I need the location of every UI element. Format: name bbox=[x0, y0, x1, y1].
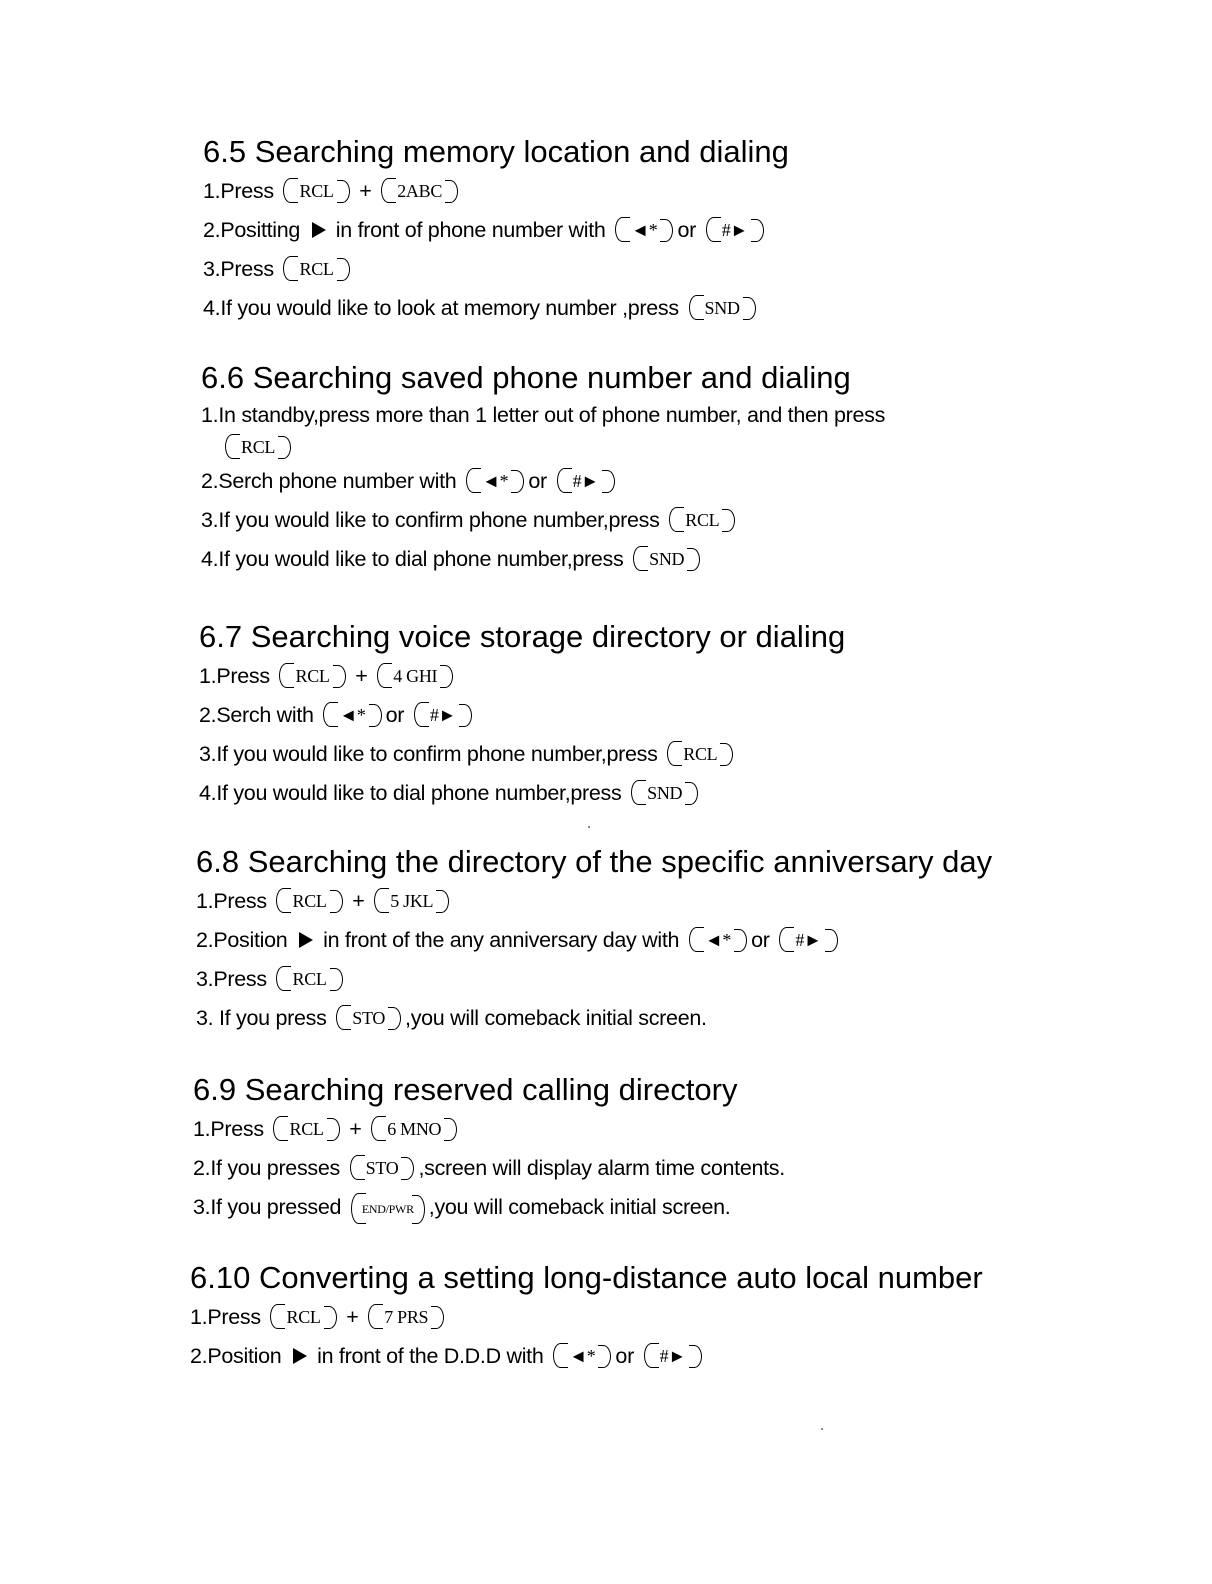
hash-right-key: #► bbox=[706, 217, 764, 242]
section-6-6 bbox=[201, 360, 885, 579]
step-4: 4.If you would like to dial phone number,press SND bbox=[199, 774, 845, 813]
step-2: 2.Serch with ◄* or #► bbox=[199, 696, 845, 735]
4ghi-key: 4 GHI bbox=[377, 663, 453, 688]
sto-key: STO bbox=[350, 1155, 415, 1180]
step-3: 3.If you pressed END/PWR ,you will comeback initial screen. bbox=[193, 1188, 785, 1227]
2abc-key: 2ABC bbox=[381, 178, 458, 203]
snd-key: SND bbox=[689, 295, 756, 320]
snd-key: SND bbox=[631, 780, 698, 805]
rcl-key: RCL bbox=[279, 663, 345, 688]
play-arrow-icon bbox=[299, 932, 313, 948]
step-1: 1.Press RCL + 4 GHI bbox=[199, 657, 845, 696]
section-heading: 6.8 Searching the directory of the specific anniversary day bbox=[196, 844, 993, 879]
step-2: 2.Serch phone number with ◄* or #► bbox=[201, 462, 885, 501]
left-star-key: ◄* bbox=[553, 1343, 611, 1368]
7prs-key: 7 PRS bbox=[368, 1304, 444, 1329]
scan-speck bbox=[821, 1428, 823, 1430]
rcl-key: RCL bbox=[669, 507, 735, 532]
step-1: 1.Press RCL + 5 JKL bbox=[196, 882, 992, 921]
step-4: 3. If you press STO ,you will comeback initial screen. bbox=[196, 1006, 707, 1030]
section-6-8 bbox=[196, 844, 992, 1038]
rcl-key: RCL bbox=[276, 966, 342, 991]
section-6-7 bbox=[199, 619, 845, 813]
step-3: 3.Press RCL bbox=[203, 250, 789, 289]
rcl-key: RCL bbox=[270, 1304, 336, 1329]
step-3: 3.Press RCL bbox=[196, 960, 992, 999]
rcl-key: RCL bbox=[276, 888, 342, 913]
step-3: 3.If you would like to confirm phone number,press RCL bbox=[199, 735, 845, 774]
step-2: 2.If you presses STO ,screen will display alarm time contents. bbox=[193, 1156, 785, 1180]
step-2: 2.Positting in front of phone number with ◄* or #► bbox=[203, 211, 789, 250]
section-heading: 6.10 Converting a setting long-distance auto local number bbox=[190, 1260, 983, 1295]
play-arrow-icon bbox=[293, 1348, 307, 1364]
section-heading: 6.7 Searching voice storage directory or dialing bbox=[199, 619, 846, 654]
step-2: 2.Position in front of the D.D.D with ◄* or #► bbox=[190, 1337, 983, 1376]
scan-speck bbox=[588, 826, 590, 828]
section-6-10 bbox=[190, 1260, 983, 1376]
left-star-key: ◄* bbox=[689, 927, 747, 952]
left-star-key: ◄* bbox=[323, 702, 381, 727]
left-star-key: ◄* bbox=[466, 468, 524, 493]
5jkl-key: 5 JKL bbox=[374, 888, 449, 913]
step-1-continued bbox=[201, 432, 885, 462]
step-1: 1.In standby,press more than 1 letter out of phone number, and then press bbox=[201, 403, 886, 427]
snd-key: SND bbox=[633, 546, 700, 571]
step-2: 2.Position in front of the any anniversary day with ◄* or #► bbox=[196, 921, 992, 960]
hash-right-key: #► bbox=[414, 702, 472, 727]
hash-right-key: #► bbox=[557, 468, 615, 493]
step-1: 1.Press RCL + 2ABC bbox=[203, 172, 789, 211]
step-1: 1.Press RCL + 7 PRS bbox=[190, 1298, 983, 1337]
rcl-key: RCL bbox=[225, 434, 291, 459]
rcl-key: RCL bbox=[273, 1116, 339, 1141]
section-6-5 bbox=[203, 134, 789, 328]
left-star-key: ◄* bbox=[615, 217, 673, 242]
sto-key: STO bbox=[336, 1005, 401, 1030]
play-arrow-icon bbox=[312, 222, 326, 238]
section-heading: 6.6 Searching saved phone number and dialing bbox=[201, 360, 851, 395]
step-1: 1.Press RCL + 6 MNO bbox=[193, 1110, 785, 1149]
hash-right-key: #► bbox=[644, 1343, 702, 1368]
rcl-key: RCL bbox=[283, 256, 349, 281]
end-pwr-key: END/PWR bbox=[351, 1193, 425, 1224]
step-4: 4.If you would like to dial phone number,press SND bbox=[201, 540, 885, 579]
step-4: 4.If you would like to look at memory number ,press SND bbox=[203, 289, 789, 328]
section-6-9 bbox=[193, 1072, 785, 1227]
section-heading: 6.9 Searching reserved calling directory bbox=[193, 1072, 738, 1107]
step-3: 3.If you would like to confirm phone number,press RCL bbox=[201, 501, 885, 540]
rcl-key: RCL bbox=[667, 741, 733, 766]
rcl-key: RCL bbox=[283, 178, 349, 203]
section-heading: 6.5 Searching memory location and dialing bbox=[203, 134, 789, 169]
6mno-key: 6 MNO bbox=[371, 1116, 457, 1141]
hash-right-key: #► bbox=[779, 927, 837, 952]
